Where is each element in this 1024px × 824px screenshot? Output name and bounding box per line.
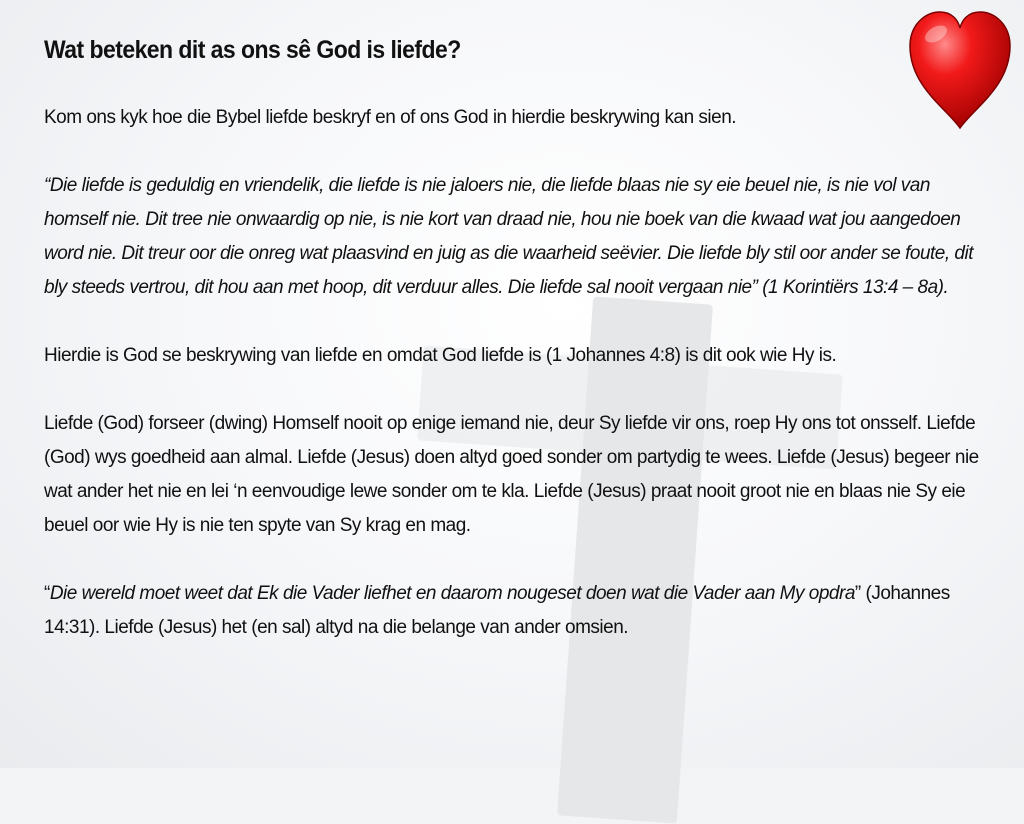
- description-paragraph: Hierdie is God se beskrywing van liefde en omdat God liefde is (1 Johannes 4:8) is dit ook wie Hy is.: [44, 345, 837, 366]
- quote-open-mark: “: [44, 583, 50, 604]
- scripture-quote-corinthians: “Die liefde is geduldig en vriendelik, die liefde is nie jaloers nie, die liefde blaas nie sy eie beuel nie, is nie vol van homself nie. Dit tree nie onwaardig op nie, is nie kort van draad nie, hou nie boek van die kwaad wat jou aangedoen word nie. Dit treur oor die onreg wat plaasvind en juig as die waarheid seëvier. Die liefde bly stil oor ander se foute, dit bly steeds vertrou, dit hou aan met hoop, dit verduur alles. Die liefde sal nooit vergaan nie” (1 Korintiërs 13:4 – 8a).: [44, 175, 973, 298]
- scripture-quote-john: [44, 577, 984, 645]
- slide-title: Wat beteken dit as ons sê God is liefde?: [44, 36, 461, 64]
- slide-content: [44, 36, 984, 679]
- quote-john-text: Die wereld moet weet dat Ek die Vader liefhet en daarom nougeset doen wat die Vader aan My opdra: [49, 583, 855, 604]
- love-attributes-paragraph: Liefde (God) forseer (dwing) Homself nooit op enige iemand nie, deur Sy liefde vir ons, roep Hy ons tot onsself. Liefde (God) wys goedheid aan almal. Liefde (Jesus) doen altyd goed sonder om partydig te wees. Liefde (Jesus) begeer nie wat ander het nie en lei ‘n eenvoudige lewe sonder om te kla. Liefde (Jesus) praat nooit groot nie en blaas nie Sy eie beuel oor wie Hy is nie ten spyte van Sy krag en mag.: [44, 413, 979, 536]
- quote-john-reference: ” (Johannes 14:31). Liefde (Jesus) het (en sal) altyd na die belange van ander omsien.: [44, 583, 950, 638]
- intro-paragraph: Kom ons kyk hoe die Bybel liefde beskryf en of ons God in hierdie beskrywing kan sien.: [44, 107, 737, 128]
